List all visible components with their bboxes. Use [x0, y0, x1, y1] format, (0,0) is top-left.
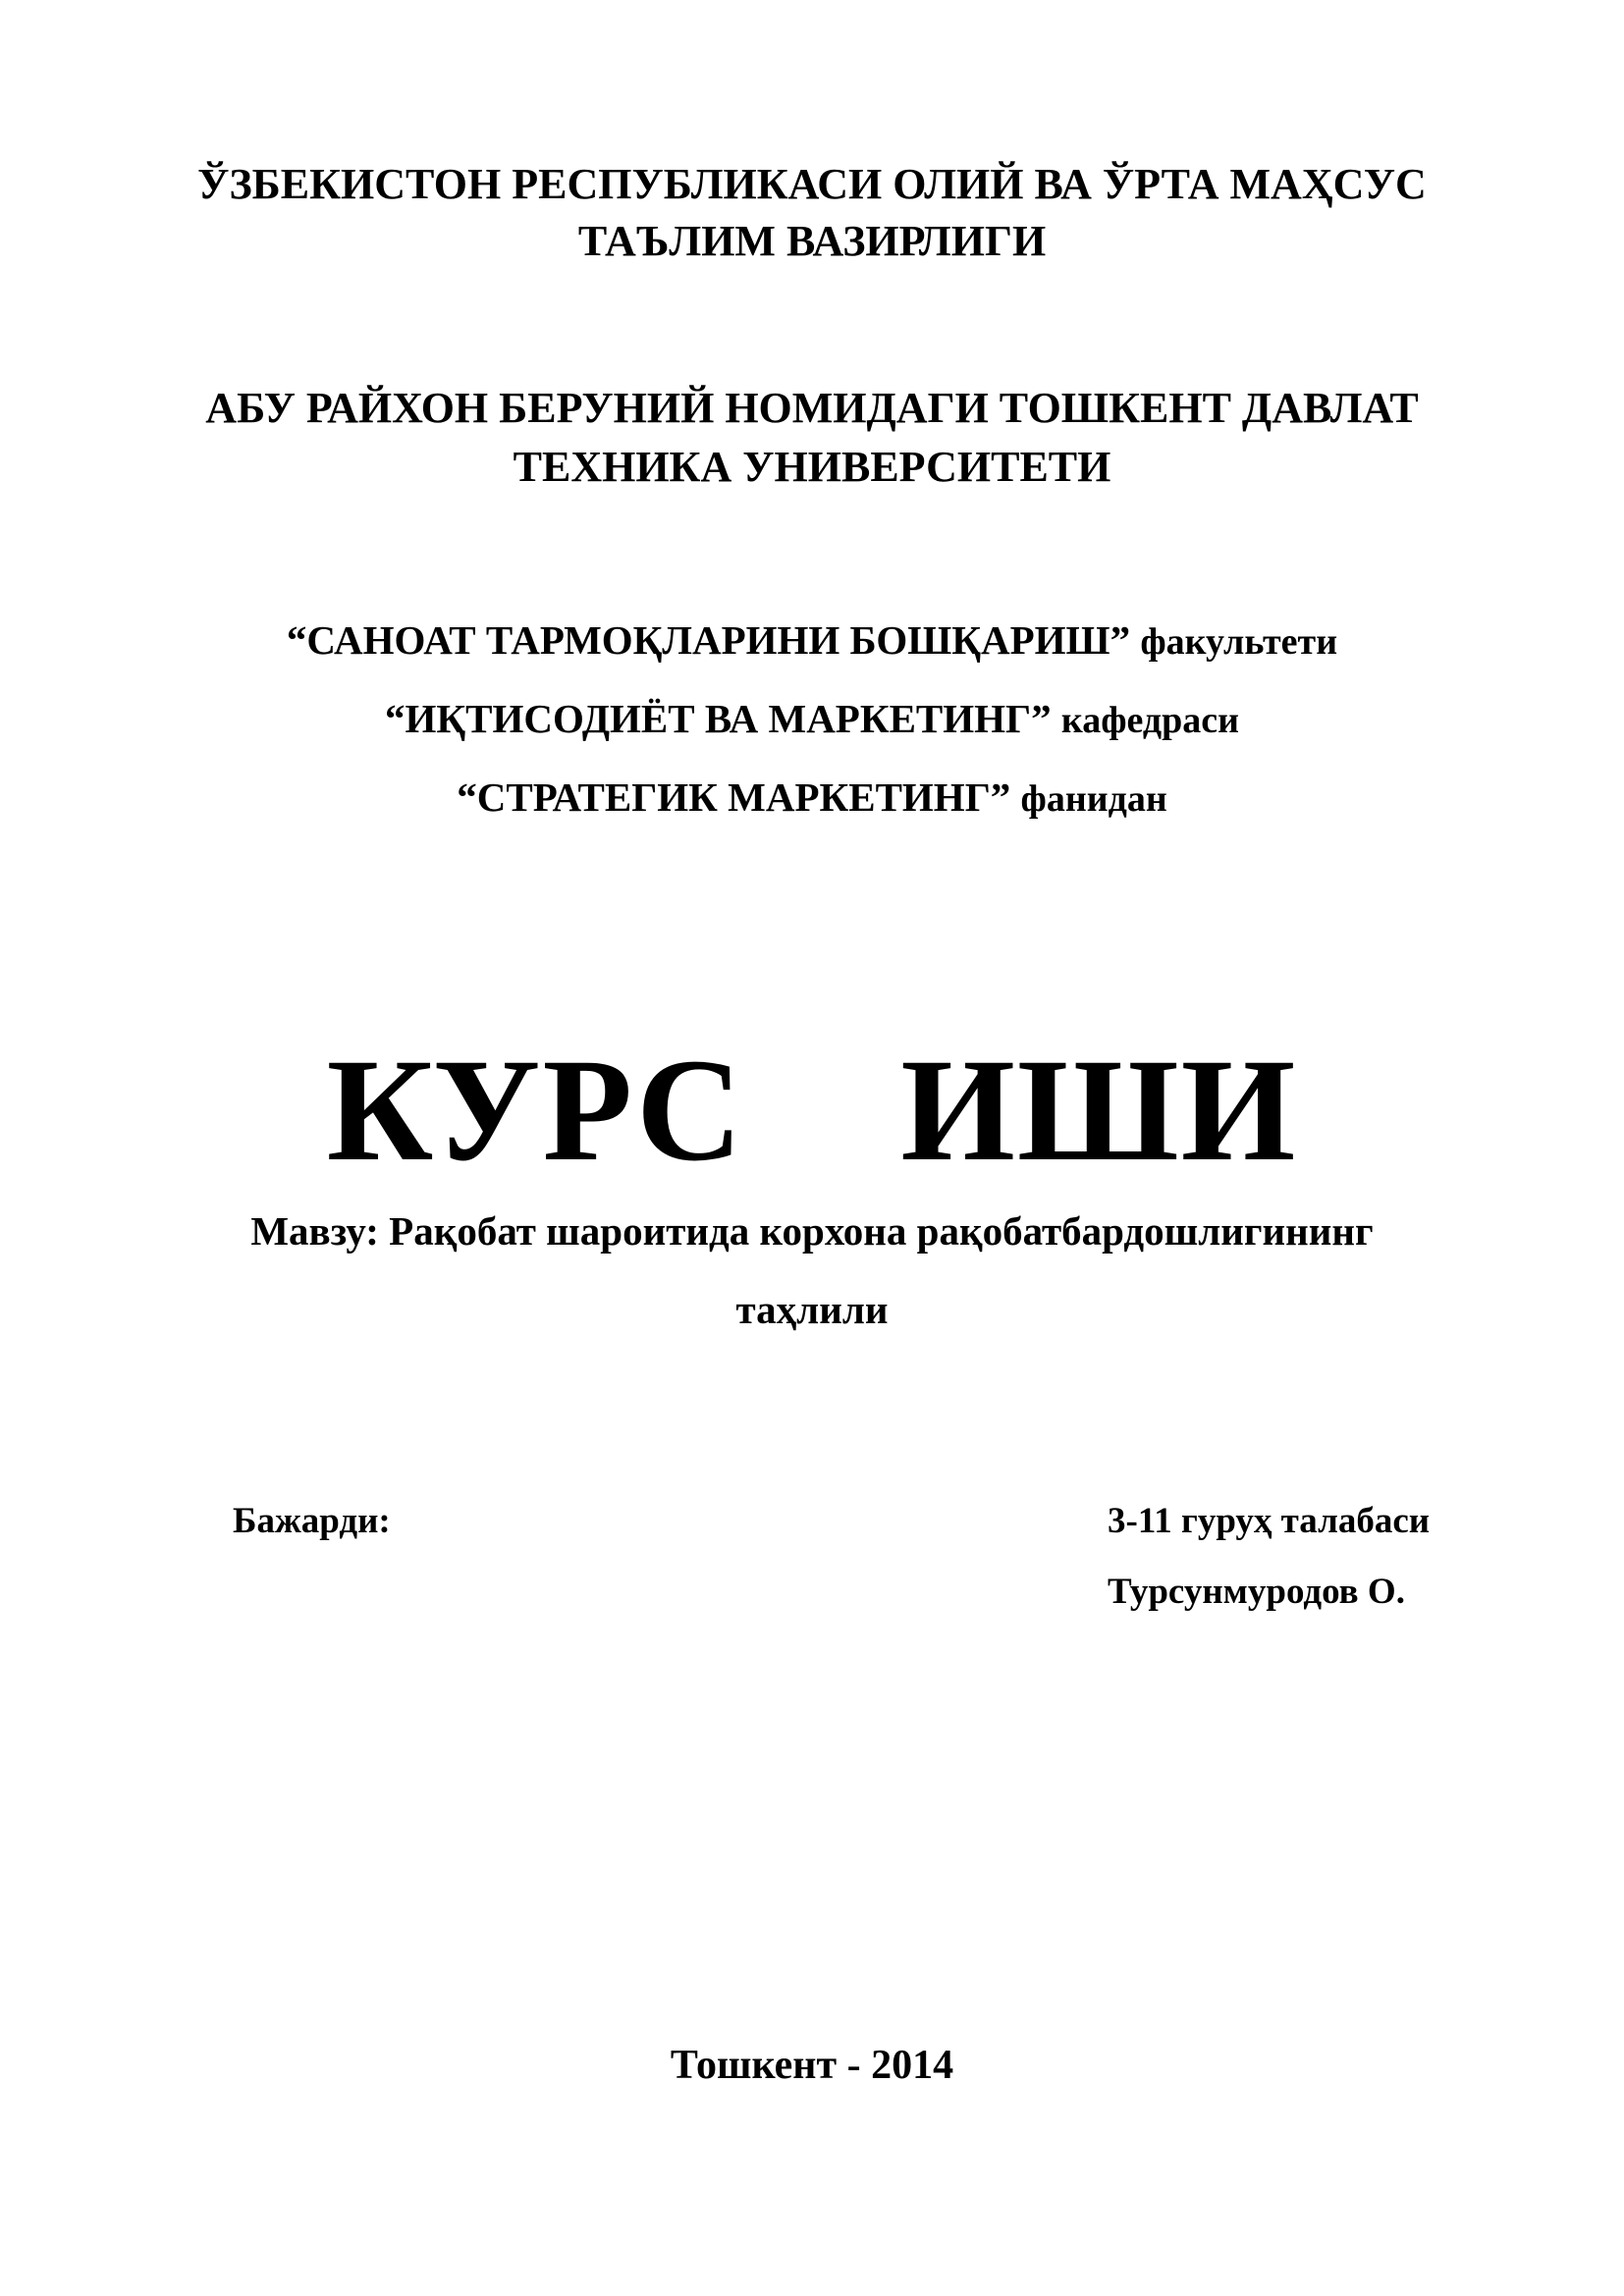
faculty-name: “САНОАТ ТАРМОҚЛАРИНИ БОШҚАРИШ”: [286, 617, 1131, 663]
subject-name: “СТРАТЕГИК МАРКЕТИНГ”: [457, 774, 1011, 820]
chair-line: [0, 695, 1624, 742]
topic-line-1: Мавзу: Рақобат шароитида корхона рақобатбардошлигининг: [250, 1208, 1374, 1254]
chair-name: “ИҚТИСОДИЁТ ВА МАРКЕТИНГ”: [385, 696, 1052, 741]
subject-word: фанидан: [1020, 778, 1167, 820]
chair-word: кафедраси: [1060, 700, 1239, 741]
faculty-line: [0, 616, 1624, 664]
performer-label: Бажарди:: [233, 1501, 391, 1541]
topic-line-2: таҳлили: [735, 1287, 889, 1332]
university-line-2: ТЕХНИКА УНИВЕРСИТЕТИ: [513, 443, 1111, 491]
faculty-word: факультети: [1140, 621, 1338, 663]
ministry-line-2: ТАЪЛИМ ВАЗИРЛИГИ: [577, 217, 1047, 265]
university-line-1: АБУ РАЙХОН БЕРУНИЙ НОМИДАГИ ТОШКЕНТ ДАВЛАТ: [205, 384, 1419, 432]
subject-line: [0, 774, 1624, 821]
ministry-line-1: ЎЗБЕКИСТОН РЕСПУБЛИКАСИ ОЛИЙ ВА ЎРТА МАҲСУС: [197, 160, 1427, 208]
city-year: Тошкент - 2014: [670, 2043, 954, 2088]
performer-name: Турсунмуродов О.: [1108, 1572, 1405, 1612]
document-title: КУРС ИШИ: [326, 1029, 1298, 1192]
performer-group: 3-11 гуруҳ талабаси: [1108, 1501, 1431, 1541]
